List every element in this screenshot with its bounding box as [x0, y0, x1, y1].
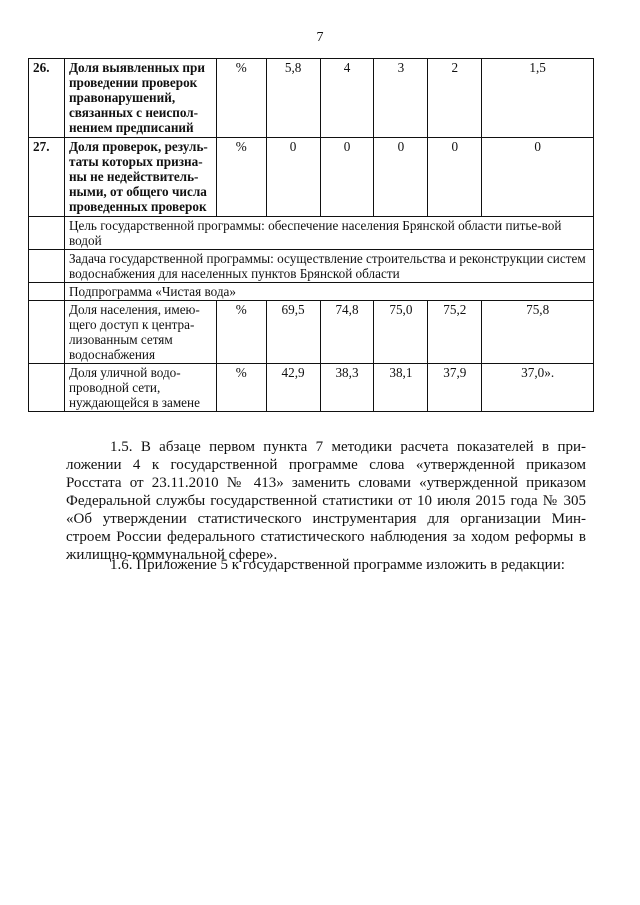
subprogram-row [29, 283, 594, 301]
table-row [29, 138, 594, 217]
indicators-table [28, 58, 594, 412]
value-cell: 2 [428, 59, 482, 138]
value-cell: 37,9 [428, 364, 482, 412]
paragraph-1-6: 1.6. Приложение 5 к государственной программе изложить в редакции: [110, 557, 565, 573]
value-cell: 1,5 [482, 59, 594, 138]
value-cell: 0 [320, 138, 374, 217]
table-row [29, 59, 594, 138]
task-text: Задача государственной программы: осуществление строительства и реконструкции систем водоснабжения для населенных пунктов Брянской области [64, 250, 593, 283]
row-number: 26. [29, 59, 65, 138]
value-cell: 38,3 [320, 364, 374, 412]
unit-cell: % [216, 138, 266, 217]
value-cell: 75,2 [428, 301, 482, 364]
value-cell: 74,8 [320, 301, 374, 364]
indicator-name: Доля уличной водо-проводной сети, нуждающейся в замене [64, 364, 216, 412]
table-row [29, 364, 594, 412]
unit-cell: % [216, 59, 266, 138]
unit-cell: % [216, 364, 266, 412]
value-cell: 42,9 [266, 364, 320, 412]
value-cell: 75,8 [482, 301, 594, 364]
unit-cell: % [216, 301, 266, 364]
indicator-name: Доля населения, имею-щего доступ к центра-лизованным сетям водоснабжения [64, 301, 216, 364]
value-cell: 0 [428, 138, 482, 217]
value-cell: 38,1 [374, 364, 428, 412]
value-cell: 69,5 [266, 301, 320, 364]
page-number: 7 [316, 30, 324, 45]
indicator-name: Доля проверок, резуль-таты которых призна-ны не недействитель-ными, от общего числа проведенных проверок [64, 138, 216, 217]
paragraph-1-5: 1.5. В абзаце первом пункта 7 методики расчета показателей в при-ложении 4 к государственной программе слова «утвержденной приказом Росстата от 23.11.2010 № 413» заменить словами «утвержденной приказом Федеральной службы государственной статистики от 10 июля 2015 года № 305 «Об утверждении статистического инструментария для организации Мин-строем России федерального статистического наблюдения за ходом реформы в жилищно-коммунальной сфере». [66, 439, 586, 563]
table-row [29, 301, 594, 364]
value-cell: 0 [374, 138, 428, 217]
value-cell: 37,0». [482, 364, 594, 412]
value-cell: 5,8 [266, 59, 320, 138]
value-cell: 3 [374, 59, 428, 138]
value-cell: 0 [482, 138, 594, 217]
value-cell: 75,0 [374, 301, 428, 364]
goal-row [29, 217, 594, 250]
value-cell: 0 [266, 138, 320, 217]
goal-text: Цель государственной программы: обеспечение населения Брянской области питье-вой водой [64, 217, 593, 250]
subprogram-text: Подпрограмма «Чистая вода» [64, 283, 593, 301]
value-cell: 4 [320, 59, 374, 138]
indicator-name: Доля выявленных при проведении проверок правонарушений, связанных с неиспол-нением предписаний [64, 59, 216, 138]
row-number: 27. [29, 138, 65, 217]
task-row [29, 250, 594, 283]
